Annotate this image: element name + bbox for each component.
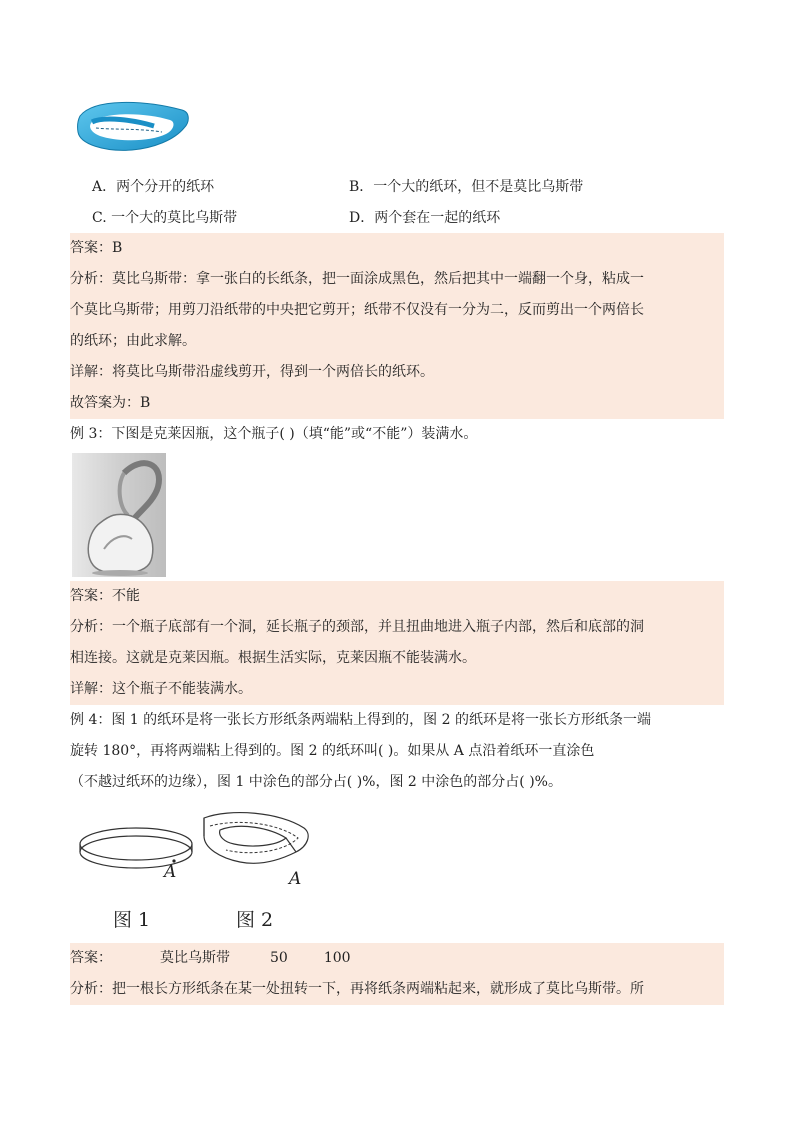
mobius-strip-image — [74, 96, 192, 158]
figure-1-point-label: A — [164, 862, 177, 882]
option-a: A．两个分开的纸环 — [92, 179, 215, 195]
analysis-2-line-3: 的纸环；由此求解。 — [70, 326, 724, 357]
answer-2: 答案：B — [70, 233, 724, 264]
example-4-line-3: （不越过纸环的边缘），图 1 中涂色的部分占( )%，图 2 中涂色的部分占( )%。 — [70, 774, 562, 790]
analysis-3-line-2: 相连接。这就是克莱因瓶。根据生活实际，克莱因瓶不能装满水。 — [70, 643, 724, 674]
analysis-2-line-1: 分析：莫比乌斯带：拿一张白的长纸条，把一面涂成黑色，然后把其中一端翻一个身，粘成一 — [70, 264, 724, 295]
figure-2-caption: 图 2 — [236, 909, 274, 931]
final-answer-2: 故答案为：B — [70, 388, 724, 419]
figure-2-mobius — [200, 808, 312, 878]
example-4-line-1: 例 4：图 1 的纸环是将一张长方形纸条两端粘上得到的，图 2 的纸环是将一张长方形纸条一端 — [70, 712, 651, 728]
analysis-2-line-2: 个莫比乌斯带；用剪刀沿纸带的中央把它剪开；纸带不仅没有一分为二，反而剪出一个两倍长 — [70, 295, 724, 326]
answer-3: 答案：不能 — [70, 581, 724, 612]
example-4-line-2: 旋转 180°，再将两端粘上得到的。图 2 的纸环叫( )。如果从 A 点沿着纸环一直涂色 — [70, 743, 595, 759]
answer-4-value-2: 50 — [270, 950, 288, 966]
analysis-3-line-1: 分析：一个瓶子底部有一个洞，延长瓶子的颈部，并且扭曲地进入瓶子内部，然后和底部的洞 — [70, 612, 724, 643]
answer-4-value-3: 100 — [323, 950, 351, 966]
option-c: C. 一个大的莫比乌斯带 — [92, 210, 238, 226]
klein-bottle-image — [72, 453, 166, 577]
detail-3: 详解：这个瓶子不能装满水。 — [70, 674, 724, 705]
detail-2: 详解：将莫比乌斯带沿虚线剪开，得到一个两倍长的纸环。 — [70, 357, 724, 388]
figure-2-point-label: A — [289, 869, 302, 889]
example-3-question: 例 3：下图是克莱因瓶，这个瓶子( )（填“能”或“不能”）装满水。 — [70, 426, 478, 442]
figure-1-caption: 图 1 — [113, 909, 151, 931]
answer-4-value-1: 莫比乌斯带 — [160, 950, 230, 966]
option-b: B．一个大的纸环，但不是莫比乌斯带 — [349, 179, 584, 195]
answer-4 — [70, 943, 724, 974]
answer-4-label: 答案： — [70, 950, 112, 966]
figure-1-ring — [78, 818, 198, 890]
option-d: D．两个套在一起的纸环 — [349, 210, 501, 226]
analysis-4-line-1: 分析：把一根长方形纸条在某一处扭转一下，再将纸条两端粘起来，就形成了莫比乌斯带。所 — [70, 974, 724, 1005]
